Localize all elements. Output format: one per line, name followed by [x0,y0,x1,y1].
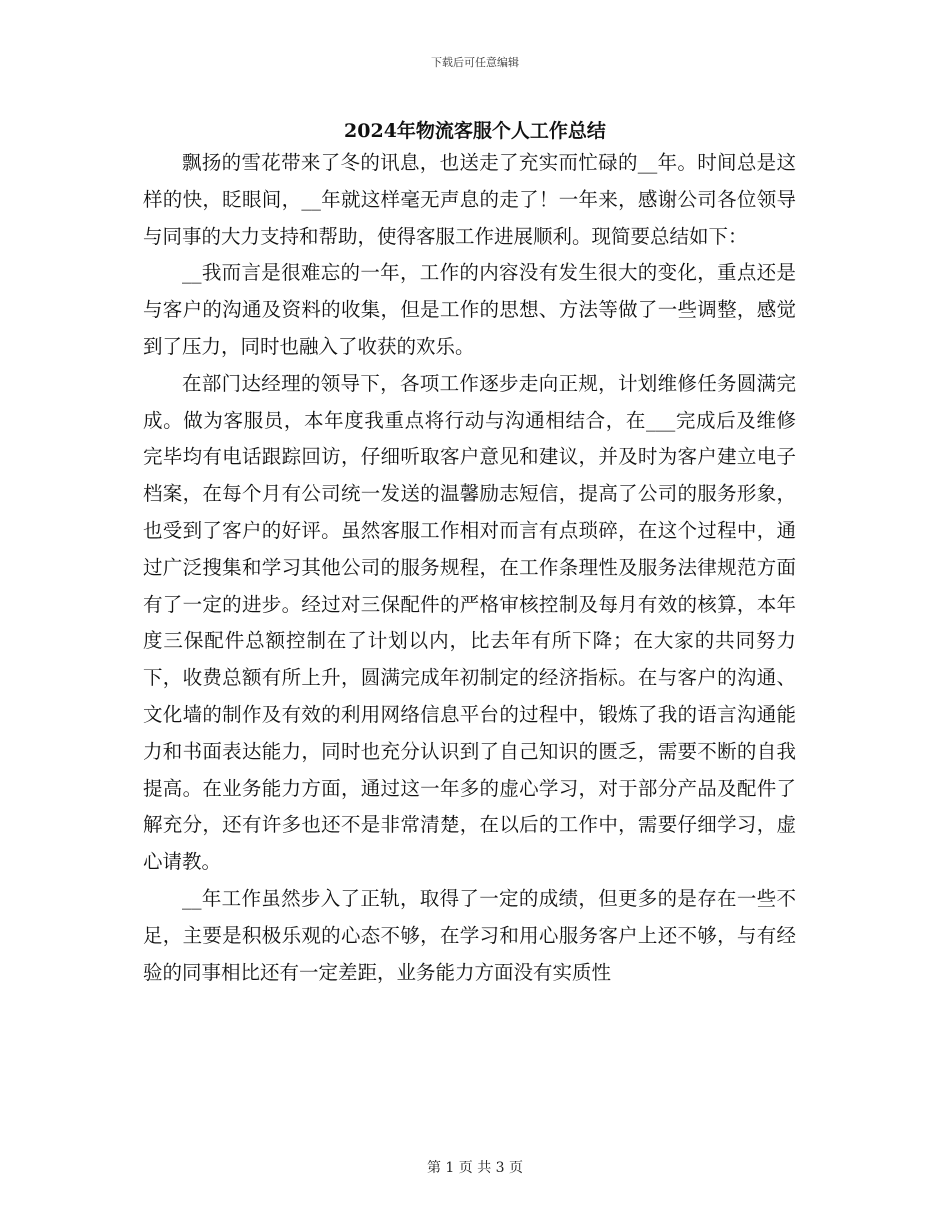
paragraph-2: __我而言是很难忘的一年，工作的内容没有发生很大的变化，重点还是与客户的沟通及资料的收集，但是工作的思想、方法等做了一些调整，感觉到了压力，同时也融入了收获的欢乐。 [143,261,796,358]
paragraph-4: __年工作虽然步入了正轨，取得了一定的成绩，但更多的是存在一些不足，主要是积极乐观的心态不够，在学习和用心服务客户上还不够，与有经验的同事相比还有一定差距，业务能力方面没有实质性 [143,886,796,984]
paragraph-1: 飘扬的雪花带来了冬的讯息，也送走了充实而忙碌的__年。时间总是这样的快，眨眼间，__年就这样毫无声息的走了！一年来，感谢公司各位领导与同事的大力支持和帮助，使得客服工作进展顺利。现简要总结如下： [143,151,796,248]
header-note: 下载后可任意编辑 [431,56,519,69]
paragraph-3: 在部门达经理的领导下，各项工作逐步走向正规，计划维修任务圆满完成。做为客服员，本年度我重点将行动与沟通相结合，在___完成后及维修完毕均有电话跟踪回访，仔细听取客户意见和建议，并及时为客户建立电子档案，在每个月有公司统一发送的温馨励志短信，提高了公司的服务形象，也受到了客户的好评。虽然客服工作相对而言有点琐碎，在这个过程中，通过广泛搜集和学习其他公司的服务规程，在工作条理性及服务法律规范方面有了一定的进步。经过对三保配件的严格审核控制及每月有效的核算，本年度三保配件总额控制在了计划以内，比去年有所下降；在大家的共同努力下，收费总额有所上升，圆满完成年初制定的经济指标。在与客户的沟通、文化墙的制作及有效的利用网络信息平台的过程中，锻炼了我的语言沟通能力和书面表达能力，同时也充分认识到了自己知识的匮乏，需要不断的自我提高。在业务能力方面，通过这一年多的虚心学习，对于部分产品及配件了解充分，还有许多也还不是非常清楚，在以后的工作中，需要仔细学习，虚心请教。 [143,371,796,874]
document-title: 2024年物流客服个人工作总结 [344,120,606,142]
page-number: 第 1 页 共 3 页 [426,1160,524,1176]
document-body [143,145,796,991]
